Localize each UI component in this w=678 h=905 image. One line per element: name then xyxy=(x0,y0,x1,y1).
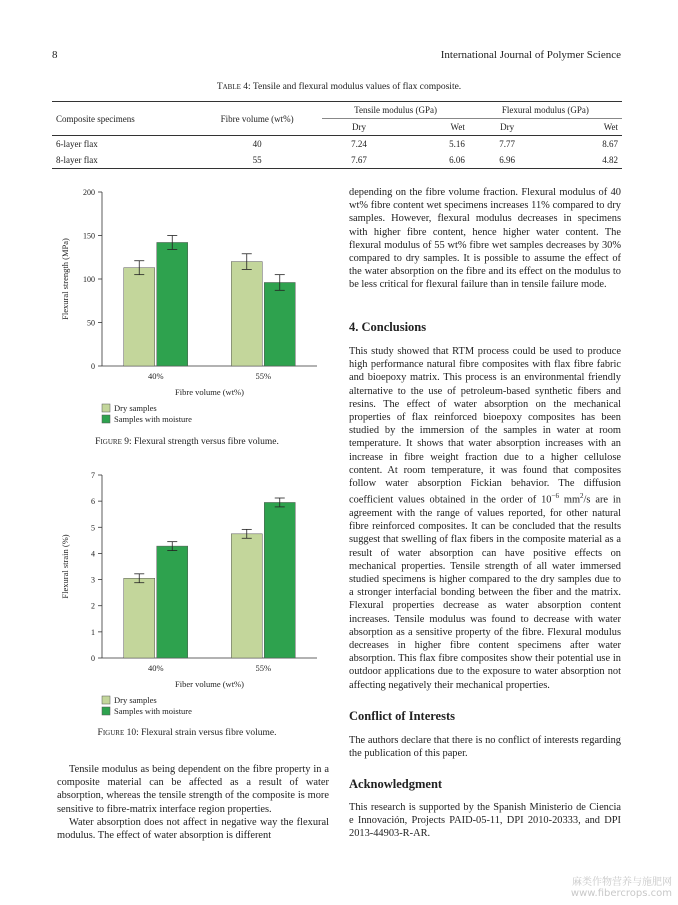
legend-label: Samples with moisture xyxy=(114,414,192,424)
table4 xyxy=(52,101,622,169)
y-tick-label: 200 xyxy=(83,188,95,197)
figure10-chart xyxy=(52,466,322,722)
table4-header-tensile: Tensile modulus (GPa) xyxy=(322,102,468,119)
conclusions-part-b: /s are in agreement with the range of values reported, for other natural fibre reinforced composites. It can be concluded that the results suggest that swelling of flax fibers in the composite material as a result of water absorption can have positive effects on mechanical properties. Tensile strength of all water immersed studied specimens is higher compared to the dry samples due to a stronger interfacial bonding between the fiber and the matrix. Flexural properties decrease as water absorption content increases. Tensile modulus was found to decrease with water absorption as a sensitive property of the fibre. Flexural modulus decreases in higher fibre content specimens after water absorption. This flax fibre composites show their potential use in outdoor applications due to the exposure to water absorption not affecting negatively their mechanical properties. xyxy=(349,494,622,691)
table4-cell-tensile-wet: 6.06 xyxy=(396,152,469,169)
bar xyxy=(124,268,155,366)
table4-cell-name: 6-layer flax xyxy=(56,139,98,149)
figure9-label: Figure 9 xyxy=(95,437,129,447)
figure10 xyxy=(52,466,322,727)
conflict-text xyxy=(349,734,621,760)
x-tick-label: 40% xyxy=(147,371,164,381)
table4-header-flexural-wet: Wet xyxy=(545,119,622,136)
figure9-chart xyxy=(52,183,322,433)
table4-label: Table 4 xyxy=(216,82,249,92)
figure10-caption xyxy=(52,728,322,738)
bar xyxy=(231,534,262,658)
x-axis-label: Fibre volume (wt%) xyxy=(175,387,244,397)
figure10-label: Figure 10 xyxy=(97,728,137,738)
y-tick-label: 1 xyxy=(91,627,95,637)
conclusions-text xyxy=(349,345,621,692)
legend-swatch xyxy=(102,415,110,423)
figure9 xyxy=(52,183,322,438)
legend-label: Dry samples xyxy=(114,695,157,705)
x-axis-label: Fiber volume (wt%) xyxy=(175,679,244,689)
table4-cell-flexural-dry: 6.96 xyxy=(469,152,546,169)
figure9-caption xyxy=(52,437,322,447)
x-tick-label: 55% xyxy=(255,371,272,381)
watermark-line: www.fibercrops.com xyxy=(570,888,672,899)
paragraph xyxy=(349,345,621,692)
figure10-caption-text: : Flexural strain versus fibre volume. xyxy=(136,728,277,738)
y-tick-label: 0 xyxy=(91,654,95,663)
table4-cell-tensile-wet: 5.16 xyxy=(449,139,465,149)
table4-cell-fibre: 55 xyxy=(192,152,323,169)
watermark-line: 麻类作物营养与施肥网 xyxy=(572,877,672,888)
table4-header-specimens: Composite specimens xyxy=(52,102,192,136)
unit-exponent: 2 xyxy=(580,492,584,501)
exponent: −6 xyxy=(551,492,559,501)
y-tick-label: 50 xyxy=(87,318,95,328)
x-tick-label: 40% xyxy=(147,663,164,673)
bar xyxy=(231,262,262,366)
legend-swatch xyxy=(102,696,110,704)
table4-header-fibre: Fibre volume (wt%) xyxy=(192,102,323,136)
table4-caption xyxy=(0,82,678,92)
bar xyxy=(264,502,295,658)
paragraph: Water absorption does not affect in negative way the flexural modulus. The effect of water absorption is different xyxy=(57,816,329,842)
legend-swatch xyxy=(102,707,110,715)
table4-cell-flexural-wet: 4.82 xyxy=(545,152,622,169)
y-tick-label: 5 xyxy=(91,523,95,533)
y-tick-label: 7 xyxy=(91,471,95,480)
table4-cell-name: 8-layer flax xyxy=(52,152,192,169)
page-number: 8 xyxy=(52,49,58,61)
table4-cell-flexural-dry: 7.77 xyxy=(499,139,515,149)
y-tick-label: 100 xyxy=(83,275,95,284)
table4-header-tensile-dry: Dry xyxy=(322,119,395,136)
y-tick-label: 150 xyxy=(83,231,95,241)
y-tick-label: 3 xyxy=(91,575,95,585)
paragraph: The authors declare that there is no conflict of interests regarding the publication of this paper. xyxy=(349,735,621,760)
table4-cell-flexural-wet: 8.67 xyxy=(602,139,618,149)
y-tick-label: 6 xyxy=(91,497,95,507)
table4-cell-fibre: 40 xyxy=(252,139,262,149)
bar xyxy=(157,546,188,658)
conclusions-part-a: This study showed that RTM process could be used to produce high performance natural fibre composites with flax fibre fabric and bioepoxy matrix. This process is an environmental friendly alternative to the use of petroleum-based synthetic fibers and resins. The effect of water absorption on the mechanical properties of flax reinforced bioepoxy composites has been studied by the immersion of the samples in water at room temperature. It shows that water absorption increases with an increase in fibre weight fraction due to a higher cellulose content. At room temperature, it was found that composites follow water absorption Fickian behavior. The diffusion coefficient values obtained in the order of 10 xyxy=(349,346,621,506)
x-tick-label: 55% xyxy=(255,663,272,673)
paragraph: This research is supported by the Spanish Ministerio de Ciencia e Innovación, Projects PAID-05-11, DPI 2010-20333, and DPI 2013-44903-R-AR. xyxy=(349,802,621,840)
table4-cell-tensile-dry: 7.67 xyxy=(322,152,395,169)
watermark xyxy=(571,873,672,899)
acknowledgment-text xyxy=(349,801,621,841)
legend-swatch xyxy=(102,404,110,412)
left-column-text xyxy=(57,763,329,842)
y-tick-label: 2 xyxy=(91,601,95,611)
bar xyxy=(264,282,295,366)
table-row xyxy=(52,136,622,153)
y-axis-label: Flexural strain (%) xyxy=(60,534,70,599)
right-column-intro xyxy=(349,186,621,292)
paragraph: depending on the fibre volume fraction. Flexural modulus of 40 wt% fibre content wet specimens increases 11% compared to dry samples. However, flexural modulus decreases in specimens with higher fibre content, hence higher water content. The flexural modulus of 55 wt% fibre wet samples decreases by 30% compared to dry samples. It is possible to assume the effect of the water absorption on the fibre and its effect on the modulus to be less critical for flexural failure than in tensile failure mode. xyxy=(349,187,621,291)
y-tick-label: 0 xyxy=(91,362,95,371)
table4-header-flexural: Flexural modulus (GPa) xyxy=(469,102,622,119)
table4-header-flexural-dry: Dry xyxy=(469,119,546,136)
journal-title: International Journal of Polymer Science xyxy=(440,49,621,61)
legend-label: Samples with moisture xyxy=(114,706,192,716)
table4-caption-text: : Tensile and flexural modulus values of flax composite. xyxy=(248,82,462,92)
section-heading-conflict: Conflict of Interests xyxy=(349,709,455,723)
legend-label: Dry samples xyxy=(114,403,157,413)
paragraph: Tensile modulus as being dependent on the fibre property in a composite material can be affected as a result of water absorption, whereas the tensile strength of the composite is more sensitive to fibre-matrix interface region properties. xyxy=(57,764,329,815)
unit: mm xyxy=(558,494,581,506)
table4-cell-tensile-dry: 7.24 xyxy=(351,139,367,149)
bar xyxy=(124,578,155,658)
bar xyxy=(157,242,188,366)
section-heading-conclusions: 4. Conclusions xyxy=(349,320,427,334)
table4-header-tensile-wet: Wet xyxy=(396,119,469,136)
y-axis-label: Flexural strength (MPa) xyxy=(60,238,70,320)
table-row xyxy=(52,152,622,169)
y-tick-label: 4 xyxy=(91,549,95,559)
figure9-caption-text: : Flexural strength versus fibre volume. xyxy=(128,437,279,447)
section-heading-acknowledgment: Acknowledgment xyxy=(349,777,443,791)
